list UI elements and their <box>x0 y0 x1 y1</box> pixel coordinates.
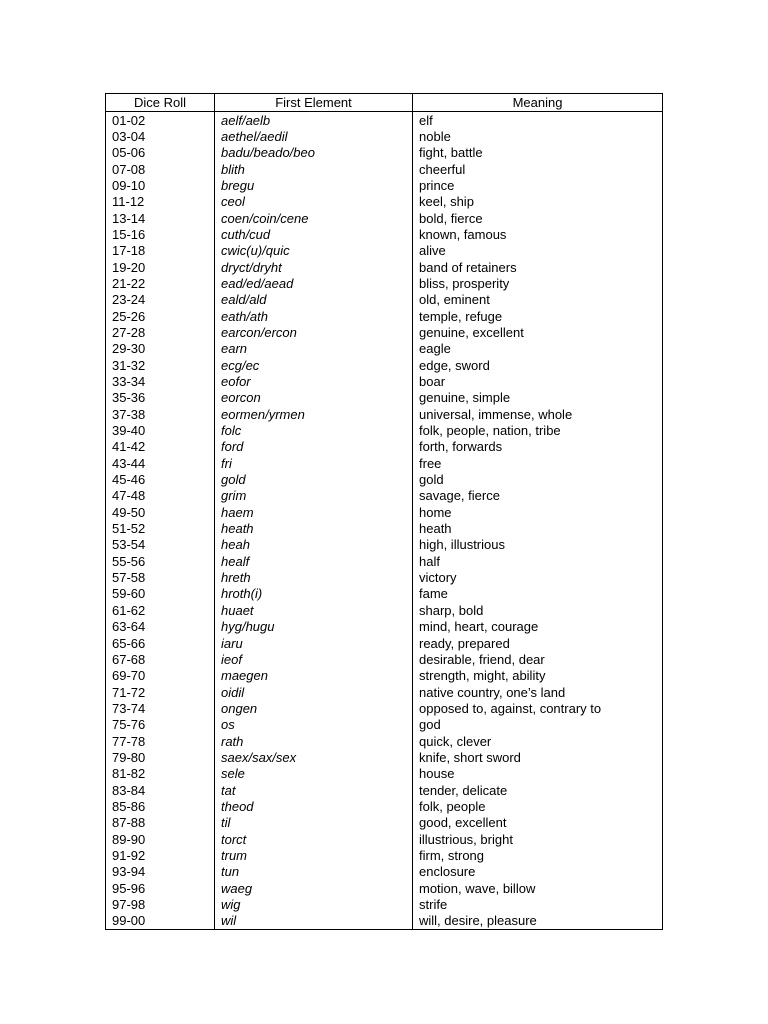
meaning-cell: sharp, bold <box>413 602 663 618</box>
first-element-cell: til <box>215 815 413 831</box>
meaning-cell: fame <box>413 586 663 602</box>
first-element-cell: dryct/dryht <box>215 259 413 275</box>
first-element-cell: blith <box>215 161 413 177</box>
first-element-cell: aelf/aelb <box>215 112 413 129</box>
dice-roll-cell: 75-76 <box>106 717 215 733</box>
dice-roll-cell: 21-22 <box>106 275 215 291</box>
table-row <box>106 602 663 618</box>
dice-roll-cell: 87-88 <box>106 815 215 831</box>
meaning-cell: cheerful <box>413 161 663 177</box>
table-row <box>106 521 663 537</box>
dice-roll-cell: 27-28 <box>106 324 215 340</box>
table-row <box>106 733 663 749</box>
table-row <box>106 324 663 340</box>
table-row <box>106 390 663 406</box>
meaning-cell: strife <box>413 897 663 913</box>
dice-roll-cell: 15-16 <box>106 226 215 242</box>
dice-roll-cell: 35-36 <box>106 390 215 406</box>
dice-roll-cell: 97-98 <box>106 897 215 913</box>
table-row <box>106 782 663 798</box>
first-element-cell: cwic(u)/quic <box>215 243 413 259</box>
first-element-cell: eormen/yrmen <box>215 406 413 422</box>
table-row <box>106 177 663 193</box>
table-row <box>106 145 663 161</box>
dice-roll-cell: 77-78 <box>106 733 215 749</box>
table-row <box>106 570 663 586</box>
meaning-cell: keel, ship <box>413 194 663 210</box>
dice-roll-cell: 39-40 <box>106 423 215 439</box>
dice-roll-cell: 17-18 <box>106 243 215 259</box>
dice-roll-cell: 11-12 <box>106 194 215 210</box>
dice-roll-cell: 51-52 <box>106 521 215 537</box>
table-row <box>106 553 663 569</box>
first-element-cell: ongen <box>215 700 413 716</box>
dice-roll-cell: 83-84 <box>106 782 215 798</box>
first-element-cell: wil <box>215 913 413 930</box>
meaning-cell: house <box>413 766 663 782</box>
first-element-cell: heah <box>215 537 413 553</box>
first-element-cell: ieof <box>215 651 413 667</box>
table-row <box>106 815 663 831</box>
dice-roll-cell: 57-58 <box>106 570 215 586</box>
dice-roll-cell: 63-64 <box>106 619 215 635</box>
meaning-cell: free <box>413 455 663 471</box>
first-element-cell: eald/ald <box>215 292 413 308</box>
meaning-cell: home <box>413 504 663 520</box>
first-element-cell: aethel/aedil <box>215 128 413 144</box>
meaning-cell: temple, refuge <box>413 308 663 324</box>
dice-roll-cell: 95-96 <box>106 880 215 896</box>
meaning-cell: fight, battle <box>413 145 663 161</box>
header-row <box>106 94 663 112</box>
meaning-cell: firm, strong <box>413 847 663 863</box>
header-first-element: First Element <box>215 94 413 112</box>
dice-roll-cell: 29-30 <box>106 341 215 357</box>
first-element-cell: hyg/hugu <box>215 619 413 635</box>
dice-roll-cell: 49-50 <box>106 504 215 520</box>
first-element-cell: ead/ed/aead <box>215 275 413 291</box>
meaning-cell: bliss, prosperity <box>413 275 663 291</box>
table-row <box>106 259 663 275</box>
first-element-cell: os <box>215 717 413 733</box>
first-element-cell: ford <box>215 439 413 455</box>
first-element-cell: gold <box>215 472 413 488</box>
header-dice-roll: Dice Roll <box>106 94 215 112</box>
first-element-cell: folc <box>215 423 413 439</box>
meaning-cell: genuine, simple <box>413 390 663 406</box>
meaning-cell: alive <box>413 243 663 259</box>
dice-roll-cell: 09-10 <box>106 177 215 193</box>
first-element-cell: earcon/ercon <box>215 324 413 340</box>
dice-roll-cell: 01-02 <box>106 112 215 129</box>
meaning-cell: old, eminent <box>413 292 663 308</box>
first-element-cell: trum <box>215 847 413 863</box>
first-element-cell: eath/ath <box>215 308 413 324</box>
dice-roll-cell: 89-90 <box>106 831 215 847</box>
table-body <box>106 112 663 930</box>
meaning-cell: noble <box>413 128 663 144</box>
meaning-cell: bold, fierce <box>413 210 663 226</box>
dice-roll-cell: 41-42 <box>106 439 215 455</box>
meaning-cell: motion, wave, billow <box>413 880 663 896</box>
table-row <box>106 472 663 488</box>
table-row <box>106 635 663 651</box>
table-row <box>106 357 663 373</box>
first-element-cell: eorcon <box>215 390 413 406</box>
first-element-cell: sele <box>215 766 413 782</box>
header-meaning: Meaning <box>413 94 663 112</box>
dice-roll-cell: 67-68 <box>106 651 215 667</box>
dice-roll-cell: 55-56 <box>106 553 215 569</box>
table-row <box>106 668 663 684</box>
first-element-cell: theod <box>215 798 413 814</box>
first-element-cell: eofor <box>215 374 413 390</box>
first-element-cell: hroth(i) <box>215 586 413 602</box>
meaning-cell: prince <box>413 177 663 193</box>
table-row <box>106 798 663 814</box>
table-row <box>106 455 663 471</box>
first-element-cell: ceol <box>215 194 413 210</box>
table-header <box>106 94 663 112</box>
table-row <box>106 210 663 226</box>
first-element-cell: saex/sax/sex <box>215 749 413 765</box>
meaning-cell: tender, delicate <box>413 782 663 798</box>
meaning-cell: desirable, friend, dear <box>413 651 663 667</box>
first-element-cell: torct <box>215 831 413 847</box>
dice-roll-cell: 71-72 <box>106 684 215 700</box>
table-row <box>106 341 663 357</box>
dice-roll-cell: 65-66 <box>106 635 215 651</box>
dice-roll-cell: 99-00 <box>106 913 215 930</box>
table-row <box>106 700 663 716</box>
table-row <box>106 586 663 602</box>
first-element-cell: waeg <box>215 880 413 896</box>
meaning-cell: mind, heart, courage <box>413 619 663 635</box>
dice-roll-cell: 05-06 <box>106 145 215 161</box>
dice-roll-cell: 13-14 <box>106 210 215 226</box>
meaning-cell: savage, fierce <box>413 488 663 504</box>
table-row <box>106 684 663 700</box>
dice-roll-cell: 07-08 <box>106 161 215 177</box>
meaning-cell: elf <box>413 112 663 129</box>
first-element-cell: maegen <box>215 668 413 684</box>
meaning-cell: genuine, excellent <box>413 324 663 340</box>
table-row <box>106 243 663 259</box>
table-row <box>106 749 663 765</box>
table-row <box>106 439 663 455</box>
first-element-cell: badu/beado/beo <box>215 145 413 161</box>
table-row <box>106 766 663 782</box>
first-element-cell: earn <box>215 341 413 357</box>
table-row <box>106 406 663 422</box>
first-element-cell: bregu <box>215 177 413 193</box>
meaning-cell: strength, might, ability <box>413 668 663 684</box>
meaning-cell: folk, people, nation, tribe <box>413 423 663 439</box>
first-element-cell: fri <box>215 455 413 471</box>
table-row <box>106 161 663 177</box>
meaning-cell: god <box>413 717 663 733</box>
meaning-cell: illustrious, bright <box>413 831 663 847</box>
meaning-cell: high, illustrious <box>413 537 663 553</box>
table-row <box>106 619 663 635</box>
dice-roll-cell: 93-94 <box>106 864 215 880</box>
first-element-cell: cuth/cud <box>215 226 413 242</box>
meaning-cell: boar <box>413 374 663 390</box>
dice-roll-cell: 59-60 <box>106 586 215 602</box>
meaning-cell: ready, prepared <box>413 635 663 651</box>
first-element-cell: tat <box>215 782 413 798</box>
table-row <box>106 226 663 242</box>
table-row <box>106 913 663 930</box>
table-row <box>106 275 663 291</box>
table-row <box>106 292 663 308</box>
first-element-cell: hreth <box>215 570 413 586</box>
table-row <box>106 488 663 504</box>
dice-roll-cell: 37-38 <box>106 406 215 422</box>
meaning-cell: gold <box>413 472 663 488</box>
first-element-cell: grim <box>215 488 413 504</box>
table-row <box>106 423 663 439</box>
dice-roll-cell: 25-26 <box>106 308 215 324</box>
first-element-cell: tun <box>215 864 413 880</box>
dice-roll-cell: 73-74 <box>106 700 215 716</box>
dice-roll-cell: 69-70 <box>106 668 215 684</box>
table-row <box>106 831 663 847</box>
meaning-cell: universal, immense, whole <box>413 406 663 422</box>
dice-roll-cell: 79-80 <box>106 749 215 765</box>
first-element-cell: ecg/ec <box>215 357 413 373</box>
name-element-table <box>105 93 663 930</box>
meaning-cell: quick, clever <box>413 733 663 749</box>
meaning-cell: band of retainers <box>413 259 663 275</box>
meaning-cell: half <box>413 553 663 569</box>
table-row <box>106 847 663 863</box>
table-row <box>106 374 663 390</box>
first-element-cell: rath <box>215 733 413 749</box>
meaning-cell: knife, short sword <box>413 749 663 765</box>
dice-roll-cell: 33-34 <box>106 374 215 390</box>
dice-roll-cell: 85-86 <box>106 798 215 814</box>
dice-roll-cell: 81-82 <box>106 766 215 782</box>
dice-roll-cell: 53-54 <box>106 537 215 553</box>
meaning-cell: heath <box>413 521 663 537</box>
table-row <box>106 194 663 210</box>
meaning-cell: forth, forwards <box>413 439 663 455</box>
first-element-cell: haem <box>215 504 413 520</box>
meaning-cell: eagle <box>413 341 663 357</box>
table-row <box>106 308 663 324</box>
dice-roll-cell: 91-92 <box>106 847 215 863</box>
first-element-cell: coen/coin/cene <box>215 210 413 226</box>
dice-roll-cell: 03-04 <box>106 128 215 144</box>
meaning-cell: opposed to, against, contrary to <box>413 700 663 716</box>
table-row <box>106 537 663 553</box>
meaning-cell: edge, sword <box>413 357 663 373</box>
table-row <box>106 504 663 520</box>
first-element-cell: huaet <box>215 602 413 618</box>
first-element-cell: healf <box>215 553 413 569</box>
table-row <box>106 864 663 880</box>
dice-roll-cell: 23-24 <box>106 292 215 308</box>
dice-roll-cell: 43-44 <box>106 455 215 471</box>
meaning-cell: known, famous <box>413 226 663 242</box>
table-row <box>106 128 663 144</box>
meaning-cell: enclosure <box>413 864 663 880</box>
dice-roll-cell: 61-62 <box>106 602 215 618</box>
table-row <box>106 651 663 667</box>
dice-roll-cell: 31-32 <box>106 357 215 373</box>
table-row <box>106 897 663 913</box>
meaning-cell: folk, people <box>413 798 663 814</box>
meaning-cell: will, desire, pleasure <box>413 913 663 930</box>
meaning-cell: victory <box>413 570 663 586</box>
dice-roll-cell: 47-48 <box>106 488 215 504</box>
dice-roll-cell: 45-46 <box>106 472 215 488</box>
table-row <box>106 717 663 733</box>
table-row <box>106 112 663 129</box>
first-element-cell: heath <box>215 521 413 537</box>
meaning-cell: good, excellent <box>413 815 663 831</box>
first-element-cell: iaru <box>215 635 413 651</box>
meaning-cell: native country, one’s land <box>413 684 663 700</box>
dice-roll-cell: 19-20 <box>106 259 215 275</box>
first-element-cell: wig <box>215 897 413 913</box>
first-element-cell: oidil <box>215 684 413 700</box>
table-row <box>106 880 663 896</box>
